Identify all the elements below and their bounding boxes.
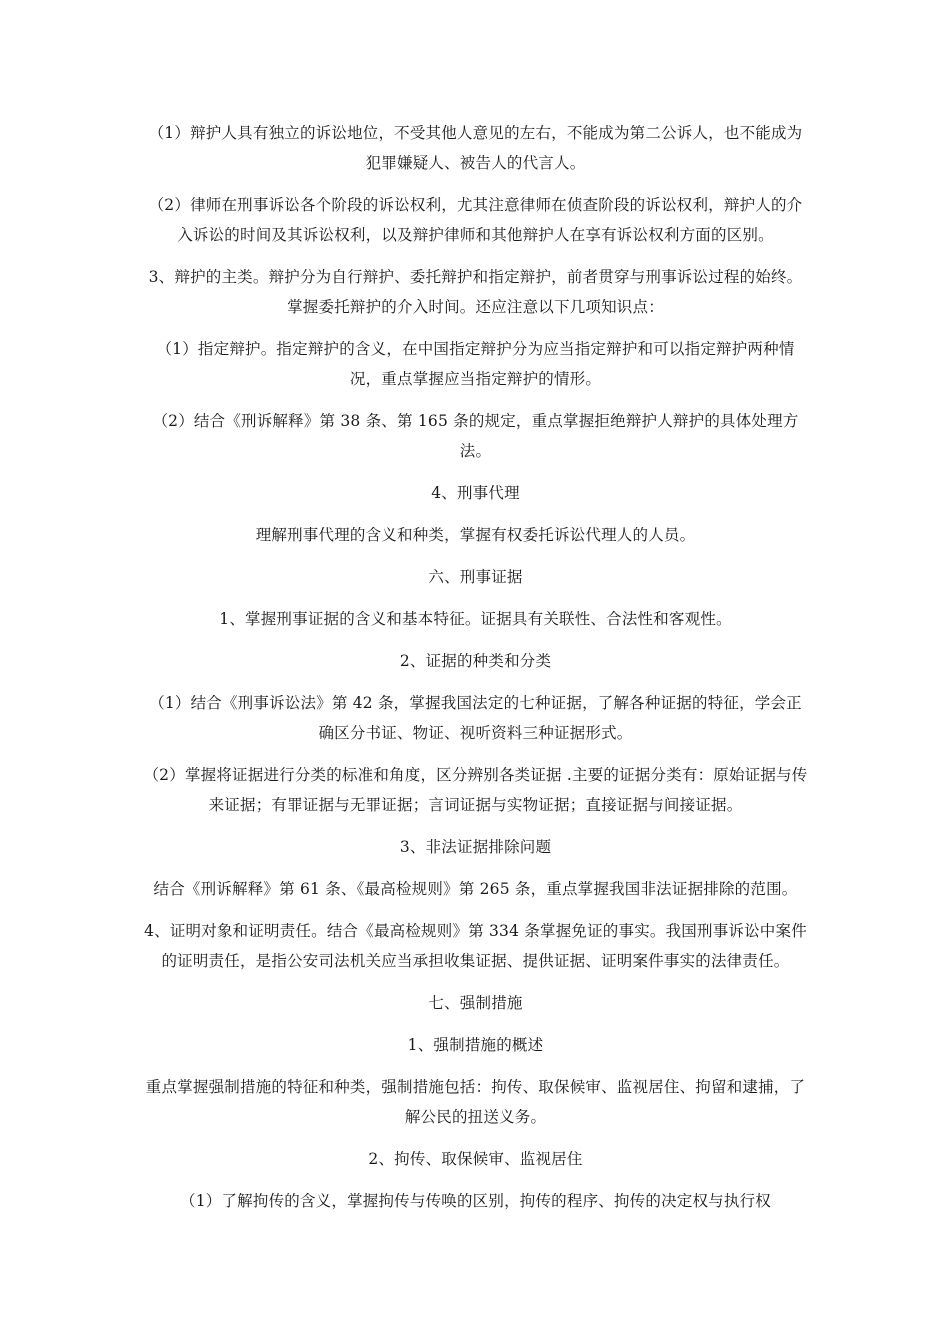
heading-criminal-agency: 4、刑事代理 xyxy=(431,484,520,502)
heading-illegal-evidence: 3、非法证据排除问题 xyxy=(399,838,552,856)
paragraph-coercive-types: 重点掌握强制措施的特征和种类，强制措施包括：拘传、取保候审、监视居住、拘留和逮捕，了解公民的扭送义务。 xyxy=(145,1078,806,1126)
paragraph-illegal-evidence: 结合《刑诉解释》第 61 条、《最高检规则》第 265 条，重点掌握我国非法证据排除的范围。 xyxy=(153,880,798,898)
heading-evidence-types: 2、证据的种类和分类 xyxy=(399,652,552,670)
document-page xyxy=(142,118,809,1228)
heading-coercive-overview: 1、强制措施的概述 xyxy=(407,1036,544,1054)
paragraph-lawyer-rights: （2）律师在刑事诉讼各个阶段的诉讼权利，尤其注意律师在侦查阶段的诉讼权利，辩护人的介入诉讼的时间及其诉讼权利，以及辩护律师和其他辩护人在享有诉讼权利方面的区别。 xyxy=(148,196,803,244)
paragraph-defense-types: 3、辩护的主类。辩护分为自行辩护、委托辩护和指定辩护，前者贯穿与刑事诉讼过程的始终。掌握委托辩护的介入时间。还应注意以下几项知识点： xyxy=(148,268,803,316)
paragraph-criminal-agency: 理解刑事代理的含义和种类，掌握有权委托诉讼代理人的人员。 xyxy=(255,526,696,544)
paragraph-summons: （1）了解拘传的含义，掌握拘传与传唤的区别，拘传的程序、拘传的决定权与执行权 xyxy=(180,1192,771,1210)
paragraph-evidence-features: 1、掌握刑事证据的含义和基本特征。证据具有关联性、合法性和客观性。 xyxy=(219,610,732,628)
paragraph-refuse-defender: （2）结合《刑诉解释》第 38 条、第 165 条的规定，重点掌握拒绝辩护人辩护的具体处理方法。 xyxy=(152,412,799,460)
paragraph-burden-of-proof: 4、证明对象和证明责任。结合《最高检规则》第 334 条掌握免证的事实。我国刑事诉讼中案件的证明责任，是指公安司法机关应当承担收集证据、提供证据、证明案件事实的法律责任。 xyxy=(144,922,807,970)
paragraph-evidence-classification: （2）掌握将证据进行分类的标准和角度，区分辨别各类证据 .主要的证据分类有：原始证据与传来证据；有罪证据与无罪证据；言词证据与实物证据；直接证据与间接证据。 xyxy=(143,766,808,814)
heading-coercive-measures: 七、强制措施 xyxy=(428,994,523,1012)
paragraph-seven-evidence: （1）结合《刑事诉讼法》第 42 条，掌握我国法定的七种证据，了解各种证据的特征，学会正确区分书证、物证、视听资料三种证据形式。 xyxy=(149,694,802,742)
paragraph-appointed-defense: （1）指定辩护。指定辩护的含义，在中国指定辩护分为应当指定辩护和可以指定辩护两种情况，重点掌握应当指定辩护的情形。 xyxy=(156,340,795,388)
paragraph-defender-independence: （1）辩护人具有独立的诉讼地位，不受其他人意见的左右，不能成为第二公诉人，也不能成为犯罪嫌疑人、被告人的代言人。 xyxy=(148,124,803,172)
heading-criminal-evidence: 六、刑事证据 xyxy=(428,568,523,586)
heading-summons-bail: 2、拘传、取保候审、监视居住 xyxy=(368,1150,583,1168)
